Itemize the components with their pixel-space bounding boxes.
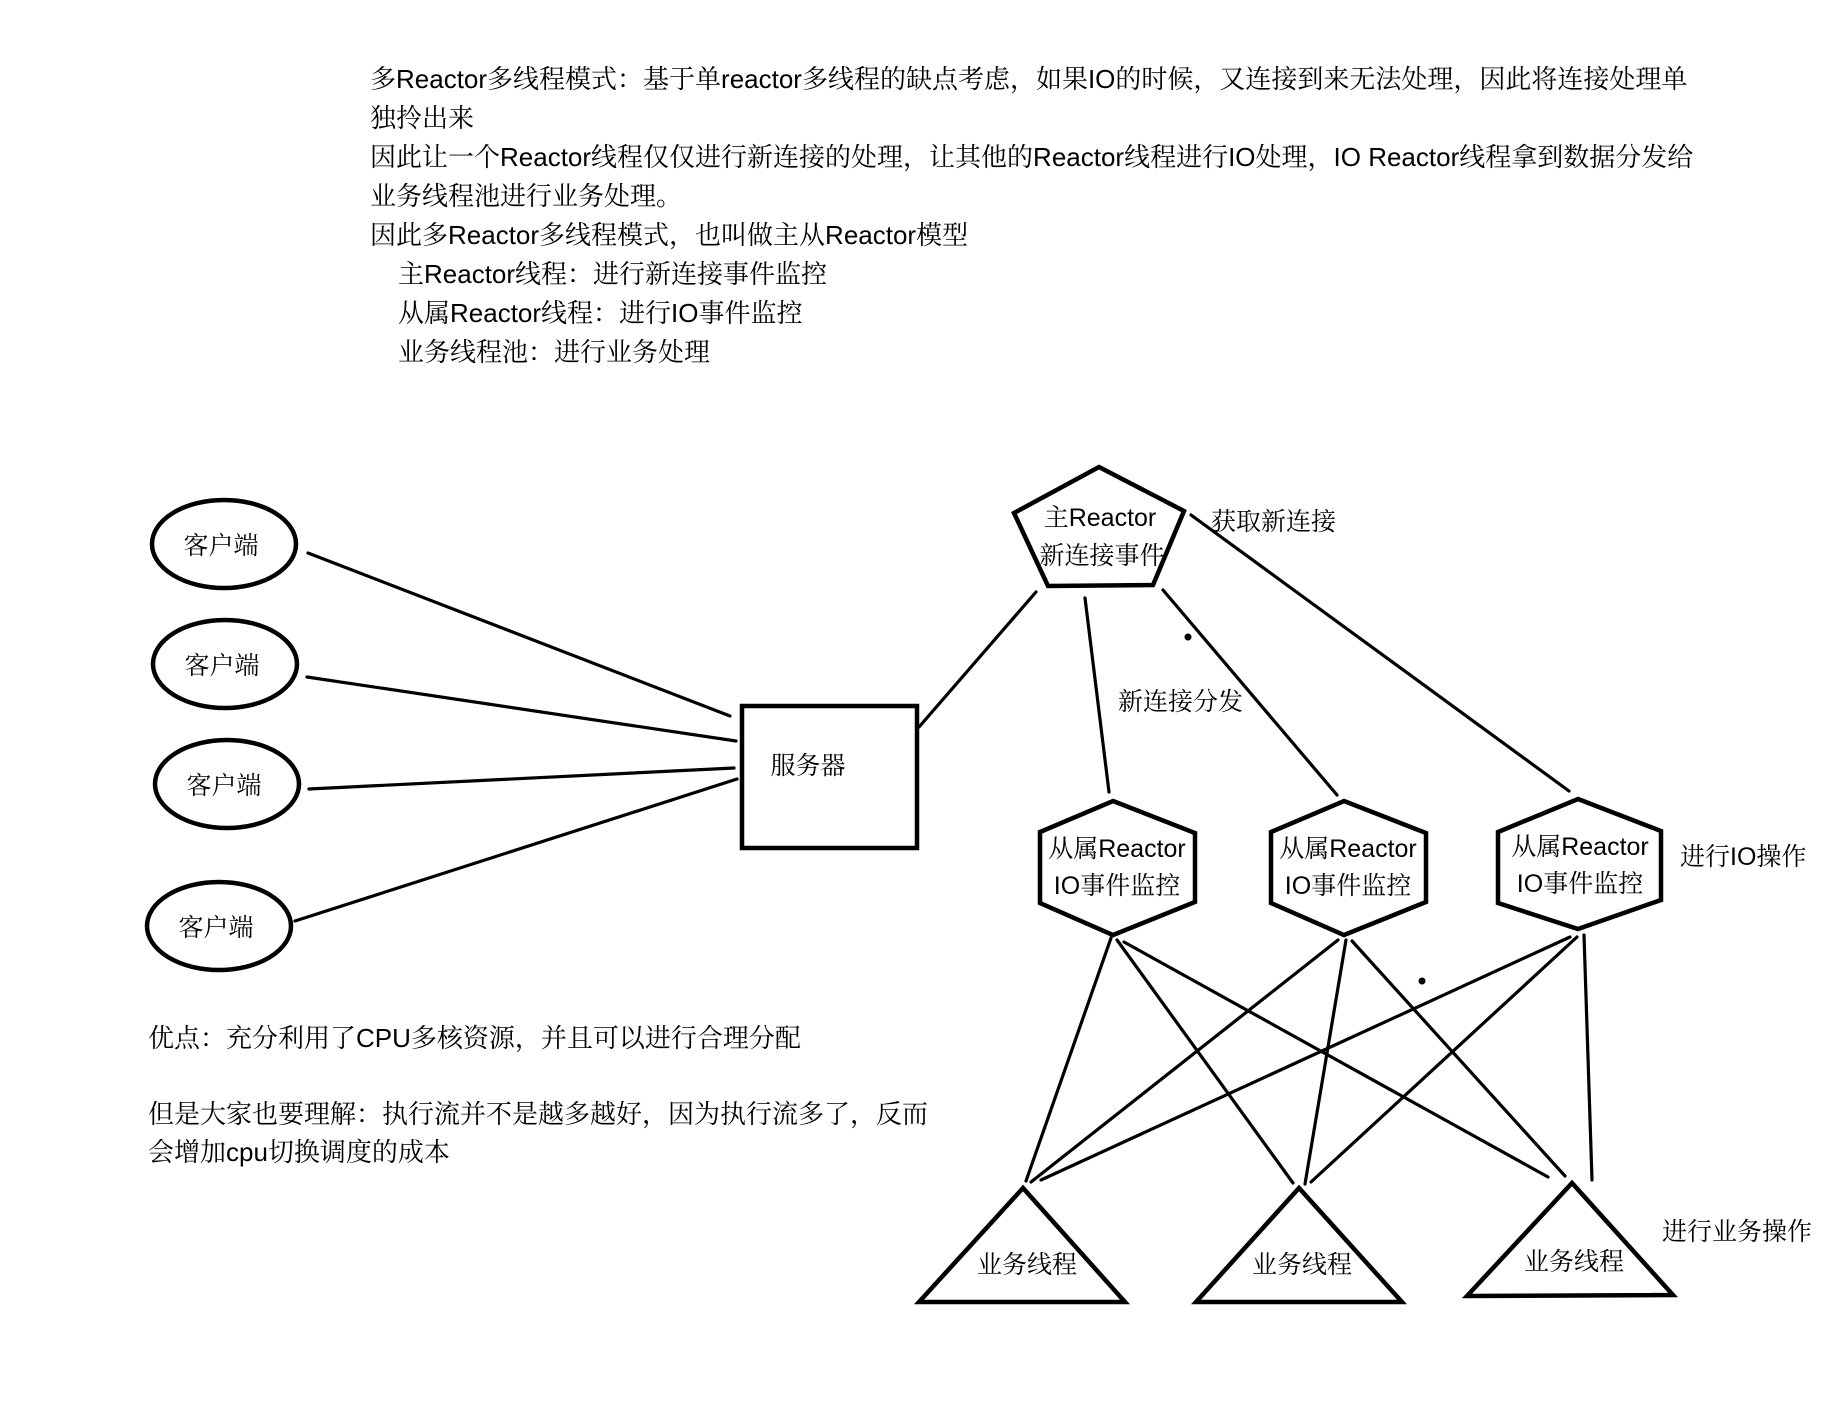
worker-triangle [1196, 1188, 1402, 1302]
client-label: 客户端 [178, 914, 254, 942]
sub-reactor-node-3 [1498, 799, 1661, 929]
main-reactor-node [1014, 467, 1184, 586]
note-line-worker-pool: 业务线程池：进行业务处理 [398, 337, 711, 367]
annotation-new-connection-dispatch: 新连接分发 [1118, 688, 1244, 716]
connector-sub3-worker3 [1584, 935, 1592, 1180]
sub-reactor-label-line2: IO事件监控 [1284, 872, 1412, 900]
note-advantage-line: 优点：充分利用了CPU多核资源，并且可以进行合理分配 [148, 1023, 801, 1053]
sub-reactor-label-line1: 从属Reactor [1048, 835, 1186, 863]
annotation-get-new-connection: 获取新连接 [1211, 508, 1337, 536]
client-node-2 [153, 620, 297, 708]
connector-client4-server [295, 779, 737, 921]
connector-client3-server [309, 768, 734, 789]
connector-sub1-worker2 [1117, 940, 1293, 1183]
note-line: 因此多Reactor多线程模式，也叫做主从Reactor模型 [370, 220, 969, 250]
worker-node-2 [1196, 1188, 1402, 1302]
worker-label: 业务线程 [1251, 1251, 1353, 1279]
worker-label: 业务线程 [1523, 1248, 1625, 1276]
note-line: 多Reactor多线程模式：基于单reactor多线程的缺点考虑，如果IO的时候，又连接到来无法处理，因此将连接处理单 [370, 64, 1688, 94]
note-line-sub-reactor: 从属Reactor线程：进行IO事件监控 [398, 298, 803, 328]
main-reactor-label-line1: 主Reactor [1043, 504, 1157, 532]
server-node [742, 706, 917, 848]
sub-reactor-label-line1: 从属Reactor [1279, 835, 1417, 863]
connector-sub1-worker1 [1026, 938, 1111, 1181]
sub-worker-connectors [1026, 935, 1592, 1184]
sub-reactor-node-2 [1271, 801, 1426, 935]
note-caveat-line-2: 会增加cpu切换调度的成本 [148, 1137, 450, 1167]
worker-node-1 [919, 1188, 1125, 1302]
connector-server-main-reactor [919, 592, 1036, 727]
note-caveat-line-1: 但是大家也要理解：执行流并不是越多越好，因为执行流多了，反而 [148, 1099, 929, 1129]
connector-client1-server [308, 553, 730, 716]
connector-main-sub3 [1191, 515, 1569, 791]
connector-client2-server [307, 677, 736, 741]
client-label: 客户端 [186, 772, 262, 800]
annotation-do-business: 进行业务操作 [1662, 1218, 1813, 1246]
sub-reactor-label-line2: IO事件监控 [1053, 872, 1181, 900]
client-label: 客户端 [184, 652, 260, 680]
note-line: 业务线程池进行业务处理。 [370, 181, 683, 211]
note-line: 独拎出来 [370, 103, 475, 133]
client-server-connectors [295, 553, 737, 921]
annotation-do-io: 进行IO操作 [1680, 843, 1807, 871]
note-line-main-reactor: 主Reactor线程：进行新连接事件监控 [398, 259, 828, 289]
worker-label: 业务线程 [976, 1251, 1078, 1279]
sub-reactor-label-line1: 从属Reactor [1511, 833, 1649, 861]
client-node-1 [152, 500, 296, 588]
connector-main-sub1 [1085, 598, 1109, 792]
main-reactor-label-line2: 新连接事件 [1039, 542, 1165, 570]
sub-reactor-label-line2: IO事件监控 [1516, 870, 1644, 898]
client-node-3 [155, 740, 299, 828]
client-label: 客户端 [183, 532, 259, 560]
sub-reactor-node-1 [1040, 801, 1195, 935]
client-node-4 [147, 882, 291, 970]
server-label: 服务器 [770, 752, 846, 780]
note-line: 因此让一个Reactor线程仅仅进行新连接的处理，让其他的Reactor线程进行IO处理，IO Reactor线程拿到数据分发给 [370, 142, 1694, 172]
ink-dot [1185, 634, 1192, 641]
sub-reactor-hexagon [1498, 799, 1661, 929]
worker-triangle [1467, 1183, 1673, 1296]
sub-reactor-hexagon [1040, 801, 1195, 935]
sub-reactor-hexagon [1271, 801, 1426, 935]
ink-dot [1419, 978, 1426, 985]
worker-node-3 [1467, 1183, 1673, 1296]
worker-triangle [919, 1188, 1125, 1302]
